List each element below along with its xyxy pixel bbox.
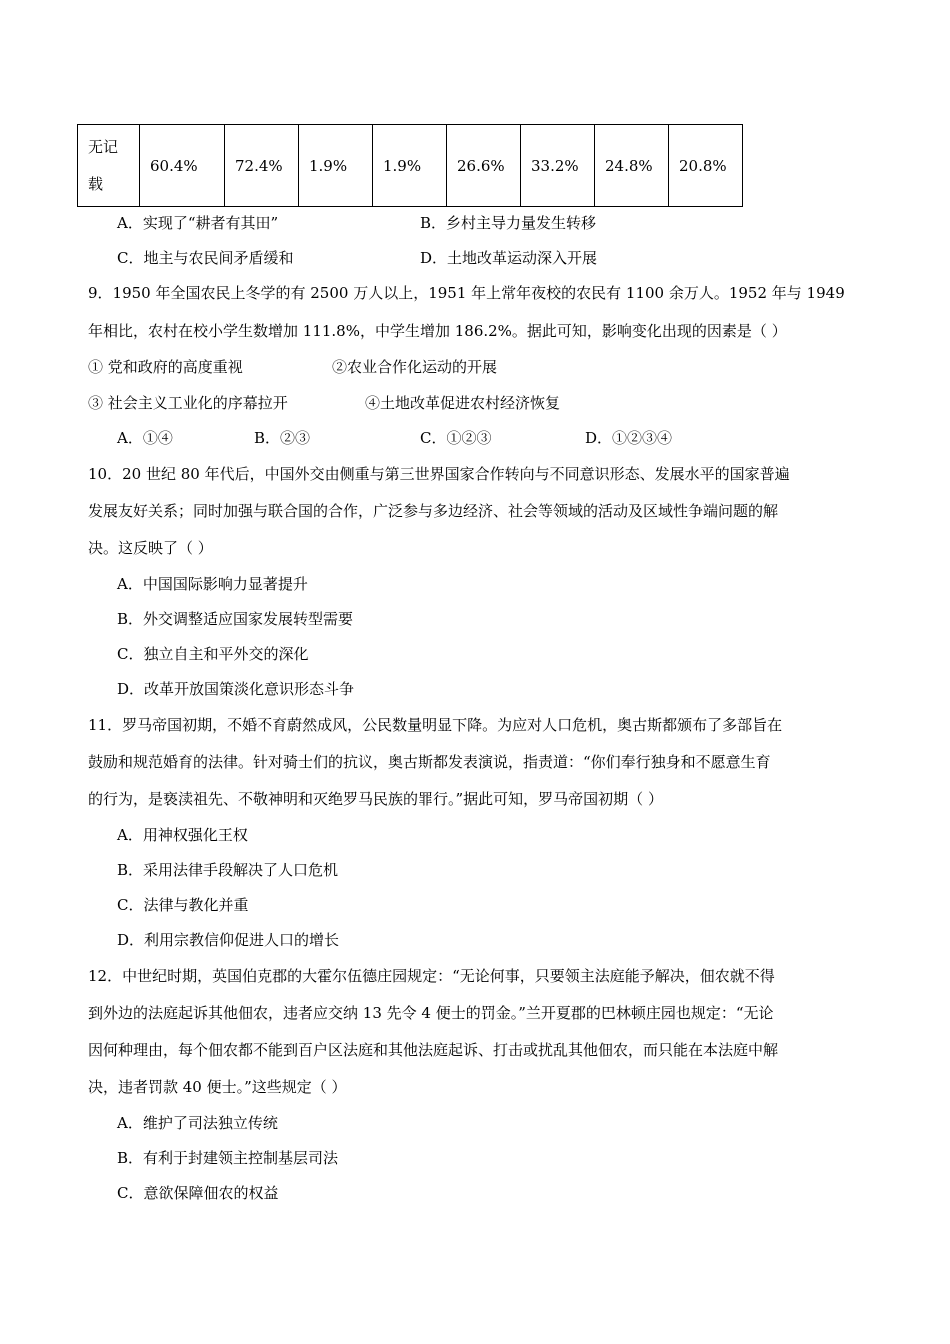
q11-option-b: B．采用法律手段解决了人口危机 [117, 861, 339, 879]
table-cell: 1.9% [299, 125, 373, 207]
q10-option-c: C．独立自主和平外交的深化 [117, 645, 309, 663]
q11-stem-line3: 的行为，是亵渎祖先、不敬神明和灭绝罗马民族的罪行。”据此可知，罗马帝国初期（ ） [88, 790, 663, 808]
table-cell: 26.6% [447, 125, 521, 207]
q10-option-a: A．中国国际影响力显著提升 [117, 575, 308, 593]
q12-stem-line1: 12．中世纪时期，英国伯克郡的大霍尔伍德庄园规定：“无论何事，只要领主法庭能予解决，佃农就不得 [88, 967, 775, 985]
row-label-cell [78, 125, 140, 207]
q11-stem-line2: 鼓励和规范婚育的法律。针对骑士们的抗议，奥古斯都发表演说，指责道：“你们奉行独身和不愿意生育 [88, 753, 771, 771]
q12-stem-line4: 决，违者罚款 40 便士。”这些规定（ ） [88, 1078, 347, 1096]
q12-option-c: C．意欲保障佃农的权益 [117, 1184, 279, 1202]
table-cell: 20.8% [669, 125, 743, 207]
q9-option-d: D．①②③④ [585, 429, 673, 447]
q8-option-d: D．土地改革运动深入开展 [420, 249, 598, 267]
q12-option-a: A．维护了司法独立传统 [117, 1114, 278, 1132]
q8-option-b: B．乡村主导力量发生转移 [420, 214, 597, 232]
table-cell: 1.9% [373, 125, 447, 207]
table-cell: 72.4% [225, 125, 299, 207]
q9-stem-line1: 9．1950 年全国农民上冬学的有 2500 万人以上，1951 年上常年夜校的农民有 1100 余万人。1952 年与 1949 [88, 284, 845, 302]
q9-option-a: A．①④ [117, 429, 173, 447]
q10-option-d: D．改革开放国策淡化意识形态斗争 [117, 680, 355, 698]
q11-option-a: A．用神权强化王权 [117, 826, 248, 844]
q10-stem-line2: 发展友好关系；同时加强与联合国的合作，广泛参与多边经济、社会等领域的活动及区域性争端问题的解 [88, 502, 779, 520]
row-label-line1: 无记 [88, 137, 119, 156]
q9-option-c: C．①②③ [420, 429, 492, 447]
q9-item-2: ②农业合作化运动的开展 [332, 358, 498, 376]
table-row [78, 125, 743, 207]
q10-stem-line1: 10．20 世纪 80 年代后，中国外交由侧重与第三世界国家合作转向与不同意识形态、发展水平的国家普遍 [88, 465, 790, 483]
q11-option-d: D．利用宗教信仰促进人口的增长 [117, 931, 340, 949]
q8-option-c: C．地主与农民间矛盾缓和 [117, 249, 294, 267]
q9-item-4: ④土地改革促进农村经济恢复 [365, 394, 561, 412]
data-table [77, 124, 743, 207]
row-label-line2: 载 [88, 174, 104, 193]
table-cell: 60.4% [140, 125, 225, 207]
q12-stem-line3: 因何种理由，每个佃农都不能到百户区法庭和其他法庭起诉、打击或扰乱其他佃农，而只能在本法庭中解 [88, 1041, 779, 1059]
q11-option-c: C．法律与教化并重 [117, 896, 249, 914]
q12-stem-line2: 到外边的法庭起诉其他佃农，违者应交纳 13 先令 4 便士的罚金。”兰开夏郡的巴林顿庄园也规定：“无论 [88, 1004, 774, 1022]
q9-item-1: ① 党和政府的高度重视 [88, 358, 243, 376]
table-cell: 24.8% [595, 125, 669, 207]
q9-item-3: ③ 社会主义工业化的序幕拉开 [88, 394, 288, 412]
q11-stem-line1: 11．罗马帝国初期，不婚不育蔚然成风，公民数量明显下降。为应对人口危机，奥古斯都颁布了多部旨在 [88, 716, 783, 734]
q12-option-b: B．有利于封建领主控制基层司法 [117, 1149, 339, 1167]
q10-option-b: B．外交调整适应国家发展转型需要 [117, 610, 354, 628]
q9-stem-line2: 年相比，农村在校小学生数增加 111.8%，中学生增加 186.2%。据此可知，影响变化出现的因素是（ ） [88, 322, 787, 340]
table-cell: 33.2% [521, 125, 595, 207]
q10-stem-line3: 决。这反映了（ ） [88, 539, 213, 557]
q9-option-b: B．②③ [254, 429, 311, 447]
q8-option-a: A．实现了“耕者有其田” [117, 214, 279, 232]
